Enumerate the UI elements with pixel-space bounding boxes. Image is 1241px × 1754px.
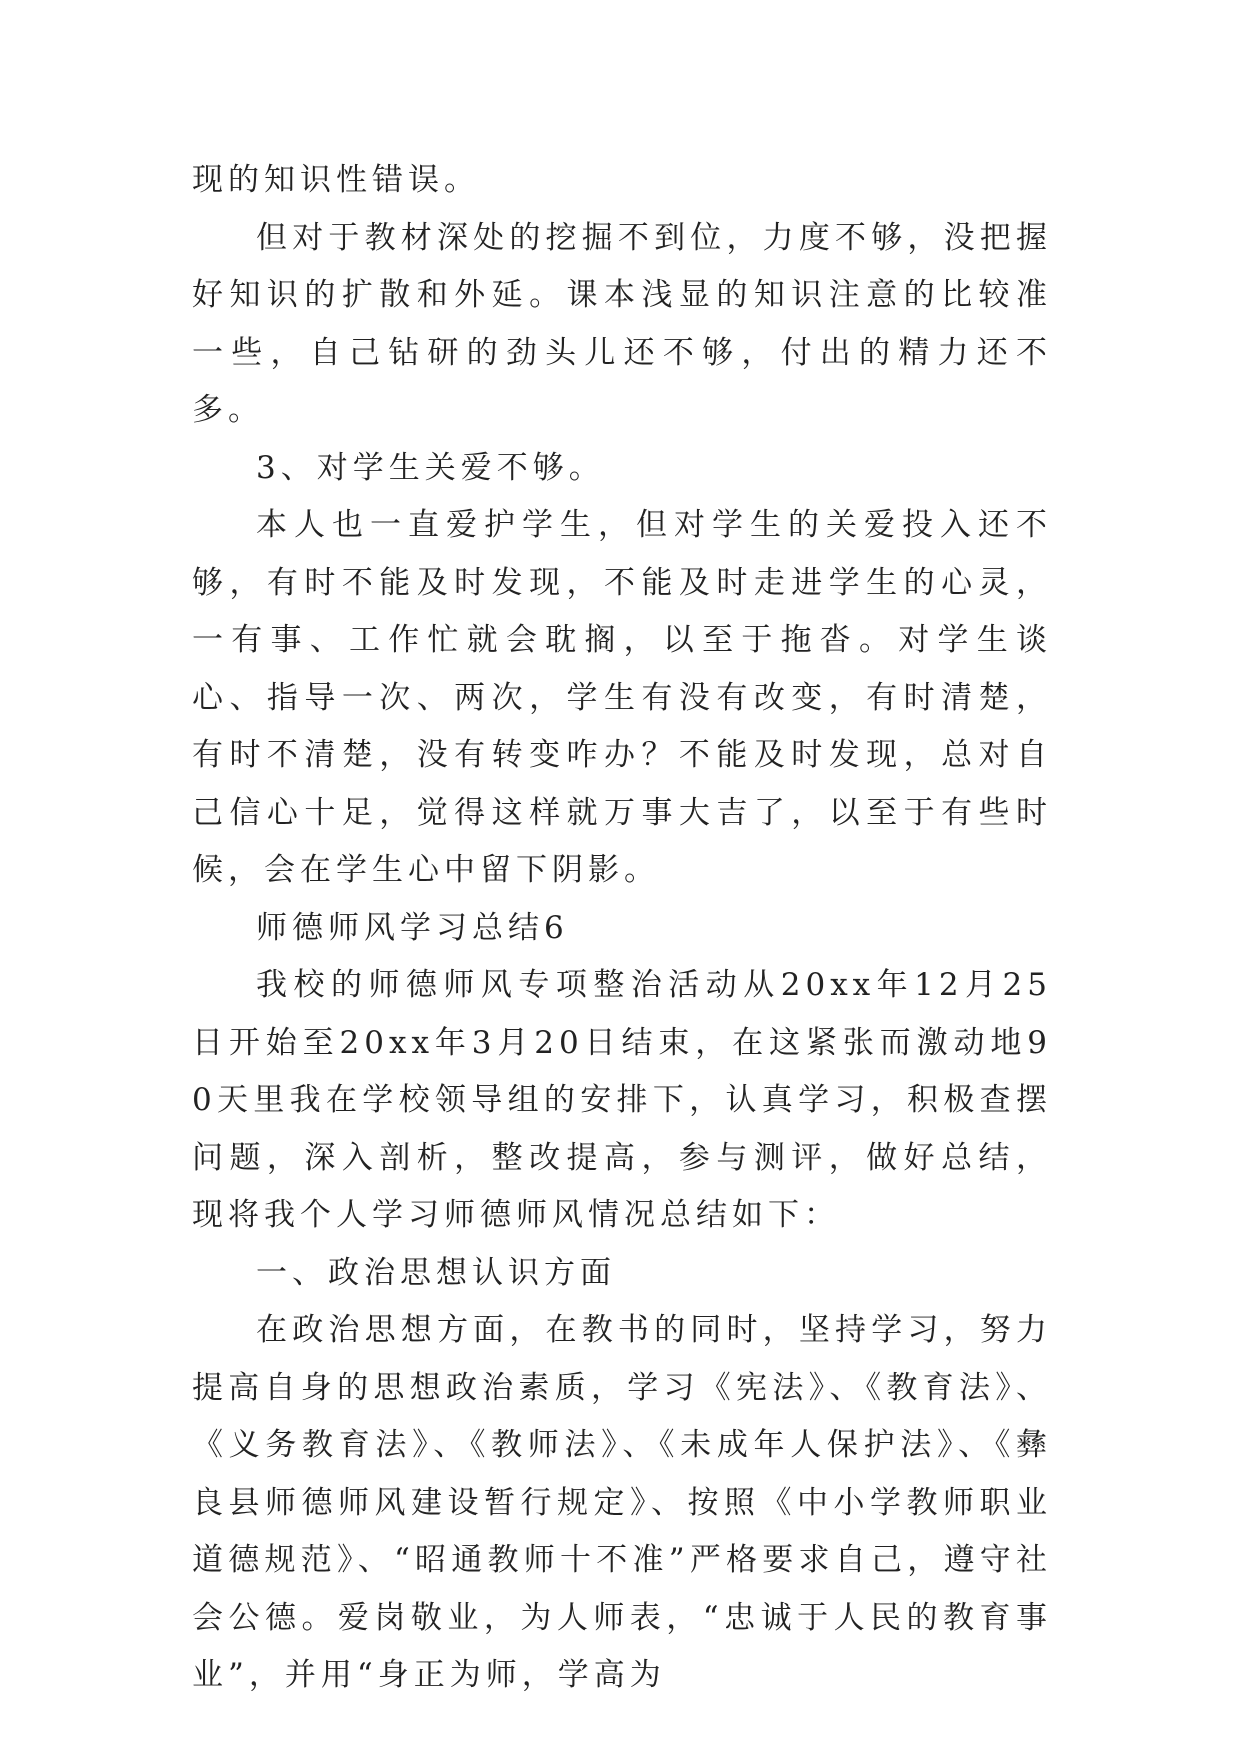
document-body: [192, 152, 1052, 1705]
paragraph-continuation: 现的知识性错误。: [192, 162, 480, 198]
section-title-summary-6: 师德师风学习总结6: [256, 909, 569, 946]
paragraph-campaign-intro: 我校的师德师风专项整治活动从20xx年12月25日开始至20xx年3月20日结束，在这紧张而激动地90天里我在学校领导组的安排下，认真学习，积极查摆问题，深入剖析，整改提高，参与测评，做好总结，现将我个人学习师德师风情况总结如下：: [192, 967, 1052, 1233]
paragraph-student-care: 本人也一直爱护学生，但对学生的关爱投入还不够，有时不能及时发现，不能及时走进学生的心灵，一有事、工作忙就会耽搁，以至于拖沓。对学生谈心、指导一次、两次，学生有没有改变，有时清楚，有时不清楚，没有转变咋办？不能及时发现，总对自己信心十足，觉得这样就万事大吉了，以至于有些时候，会在学生心中留下阴影。: [192, 507, 1052, 888]
subheading-student-care: 3、对学生关爱不够。: [256, 449, 605, 486]
subheading-political-thought: 一、政治思想认识方面: [256, 1254, 616, 1291]
paragraph-textbook-analysis: 但对于教材深处的挖掘不到位，力度不够，没把握好知识的扩散和外延。课本浅显的知识注意的比较准一些，自己钻研的劲头儿还不够，付出的精力还不多。: [192, 219, 1052, 428]
paragraph-political-thought: 在政治思想方面，在教书的同时，坚持学习，努力提高自身的思想政治素质，学习《宪法》、《教育法》、《义务教育法》、《教师法》、《未成年人保护法》、《彝良县师德师风建设暂行规定》、按照《中小学教师职业道德规范》、“昭通教师十不准”严格要求自己，遵守社会公德。爱岗敬业，为人师表，“忠诚于人民的教育事业”，并用“身正为师，学高为: [192, 1312, 1052, 1693]
